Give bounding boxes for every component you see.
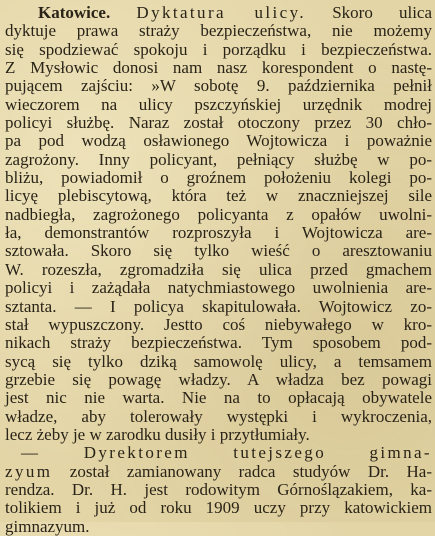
article-heading-line <box>5 4 432 22</box>
article-text-line: bliżu, powiadomił o groźnem położeniu kolegi po- <box>5 168 432 188</box>
article-katowice <box>5 4 432 444</box>
article-gimnazyum <box>5 444 432 536</box>
article-text-line: sztowała. Skoro się tylko wieść o aresztowaniu <box>5 241 432 261</box>
article-text-line: W. rozeszła, zgromadziła się ulica przed gmachem <box>5 259 432 279</box>
article-heading-line: — Dyrektorem tutejszego gimna- <box>21 443 432 463</box>
article-text-line: tolikiem i już od roku 1909 uczy przy katowickiem <box>5 498 432 518</box>
article-text-line <box>5 463 432 481</box>
article-text-line: gimnazyum. <box>5 516 90 536</box>
article-title-heading: Dyktatura ulicy. <box>136 3 307 22</box>
article-text-line: ła, demonstrantów rozproszyła i Wojtowicza are- <box>5 223 432 243</box>
article-text-line: stał wypuszczony. Jestto coś niebywałego w kro- <box>5 314 432 334</box>
article-text-line: dyktuje prawa straży bezpieczeństwa, nie możemy <box>5 21 432 41</box>
article-text-line: Z Mysłowic donosi nam nasz korespondent o nastę- <box>5 58 432 78</box>
article-text-line: pa pod wodzą osławionego Wojtowicza i poważnie <box>5 131 432 151</box>
article-text-line: wieczorem na ulicy pszczyńskiej urzędnik modrej <box>5 94 432 114</box>
article-place-heading: Katowice. <box>38 3 111 22</box>
article-text-line: sztanta. — I policya skapitulowała. Wojtowicz zo- <box>5 296 432 316</box>
article-text-line: policyi służbę. Naraz został otoczony przez 30 chło- <box>5 113 432 133</box>
article-text-line: nikach straży bezpieczeństwa. Tym sposobem pod- <box>5 333 432 353</box>
article-text-line: się spodziewać spokoju i porządku i bezpieczeństwa. <box>5 39 432 59</box>
article-text-line: jest nic nie warta. Nie na to opłacają obywatele <box>5 388 432 408</box>
article-text-line: licyę plebiscytową, która też w znaczniejszej sile <box>5 186 432 206</box>
article-text-line: Skoro ulica <box>306 3 433 22</box>
article-text-line: władze, aby tolerowały występki i wykroczenia, <box>5 406 432 426</box>
article-text-line: rendza. Dr. H. jest rodowitym Górnoślązakiem, ka- <box>5 479 432 499</box>
article-text-line: pującem zajściu: »W sobotę 9. października pełnił <box>5 76 432 96</box>
article-text-line: nadbiegła, zagrożonego policyanta z opałów uwolni- <box>5 204 432 224</box>
article-text-line: grzebie się powagę władzy. A władza bez powagi <box>5 369 432 389</box>
article-heading-continuation: zyum <box>5 461 53 481</box>
article-text-span: został zamianowany radca studyów Dr. Ha- <box>52 461 432 481</box>
article-text-line: policyi i zażądała natychmiastowego uwolnienia are- <box>5 278 432 298</box>
article-text-line: sycą się tylko dziką samowolę ulicy, a temsamem <box>5 351 432 371</box>
article-text-line: lecz żeby je w zarodku dusiły i przytłumiały. <box>5 424 310 444</box>
article-text-line: zagrożony. Inny policyant, pełniący służbę w po- <box>5 149 432 169</box>
